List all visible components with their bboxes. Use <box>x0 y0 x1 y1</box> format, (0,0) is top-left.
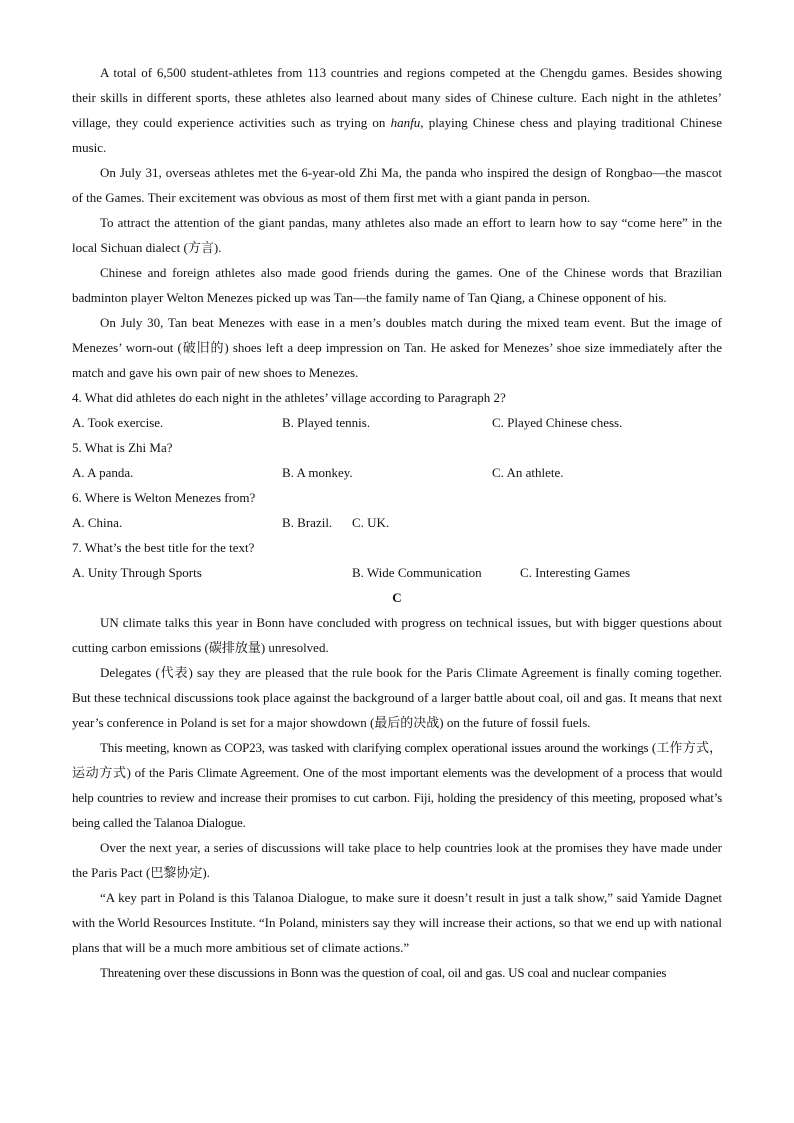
passage-b-paragraph-2: On July 31, overseas athletes met the 6-year-old Zhi Ma, the panda who inspired the design of Rongbao—the mascot of the Games. Their excitement was obvious as most of them first met with a giant panda in person. <box>72 165 722 205</box>
passage-b-paragraph-1-text-b: , playing Chinese chess and playing traditional Chinese music. <box>72 115 723 155</box>
passage-b-paragraph-3: To attract the attention of the giant pandas, many athletes also made an effort to learn how to say “come here” in the local Sichuan dialect (方言). <box>72 215 722 255</box>
question-5-stem: 5. What is Zhi Ma? <box>72 440 173 455</box>
question-6-option-a: A. China. <box>72 515 123 530</box>
question-6-stem: 6. Where is Welton Menezes from? <box>72 490 256 505</box>
passage-b-paragraph-4: Chinese and foreign athletes also made good friends during the games. One of the Chinese words that Brazilian badminton player Welton Menezes picked up was Tan—the family name of Tan Qiang, a Chinese opponent of his. <box>72 265 722 305</box>
document-page <box>72 60 722 985</box>
question-5-option-a: A. A panda. <box>72 465 134 480</box>
section-c-paragraph-4: Over the next year, a series of discussions will take place to help countries look at the promises they have made under the Paris Pact (巴黎协定). <box>72 840 722 880</box>
question-5-option-c: C. An athlete. <box>492 465 564 480</box>
question-5-option-b: B. A monkey. <box>282 465 353 480</box>
passage-b-paragraph-1-text-a: A total of 6,500 student-athletes from 113 countries and regions competed at the Chengdu games. Besides showing their skills in different sports, these athletes also learned about many sides of Chinese culture. Each night in the athletes’ village, they could experience activities such as trying on <box>72 65 722 130</box>
question-7-option-b: B. Wide Communication <box>352 565 482 580</box>
section-c-paragraph-6: Threatening over these discussions in Bonn was the question of coal, oil and gas. US coal and nuclear companies <box>100 965 667 980</box>
question-4-options <box>72 410 722 435</box>
question-7-options <box>72 560 722 585</box>
question-4-option-a: A. Took exercise. <box>72 415 164 430</box>
question-7-option-c: C. Interesting Games <box>520 565 631 580</box>
section-c-paragraph-2: Delegates (代表) say they are pleased that the rule book for the Paris Climate Agreement is finally coming together. But these technical discussions took place against the background of a larger battle about coal, oil and gas. It means that next year’s conference in Poland is set for a major showdown (最后的决战) on the future of fossil fuels. <box>72 665 722 730</box>
question-7-stem: 7. What’s the best title for the text? <box>72 540 255 555</box>
passage-b-paragraph-1 <box>72 60 722 160</box>
question-5-options <box>72 460 722 485</box>
question-4-stem: 4. What did athletes do each night in the athletes’ village according to Paragraph 2? <box>72 390 506 405</box>
section-c-paragraph-3: This meeting, known as COP23, was tasked with clarifying complex operational issues around the workings (工作方式，运动方式) of the Paris Climate Agreement. One of the most important elements was the development of a process that would help countries to review and increase their promises to cut carbon. Fiji, holding the presidency of this meeting, proposed what’s being called the Talanoa Dialogue. <box>72 740 722 830</box>
question-7-option-a: A. Unity Through Sports <box>72 565 202 580</box>
question-6-option-b: B. Brazil. <box>282 515 333 530</box>
question-4-option-c: C. Played Chinese chess. <box>492 415 623 430</box>
question-6-options <box>72 510 722 535</box>
question-4-option-b: B. Played tennis. <box>282 415 371 430</box>
passage-b-paragraph-5: On July 30, Tan beat Menezes with ease in a men’s doubles match during the mixed team event. But the image of Menezes’ worn-out (破旧的) shoes left a deep impression on Tan. He asked for Menezes’ shoe size immediately after the match and gave his own pair of new shoes to Menezes. <box>72 315 722 380</box>
section-c-paragraph-1: UN climate talks this year in Bonn have concluded with progress on technical issues, but with bigger questions about cutting carbon emissions (碳排放量) unresolved. <box>72 615 722 655</box>
section-c-heading: C <box>392 590 402 605</box>
section-c-paragraph-5: “A key part in Poland is this Talanoa Dialogue, to make sure it doesn’t result in just a talk show,” said Yamide Dagnet with the World Resources Institute. “In Poland, ministers say they will increase their actions, so that we end up with national plans that will be a much more ambitious set of climate actions.” <box>72 890 722 955</box>
question-6-option-c: C. UK. <box>352 515 390 530</box>
hanfu-term: hanfu <box>390 115 421 130</box>
